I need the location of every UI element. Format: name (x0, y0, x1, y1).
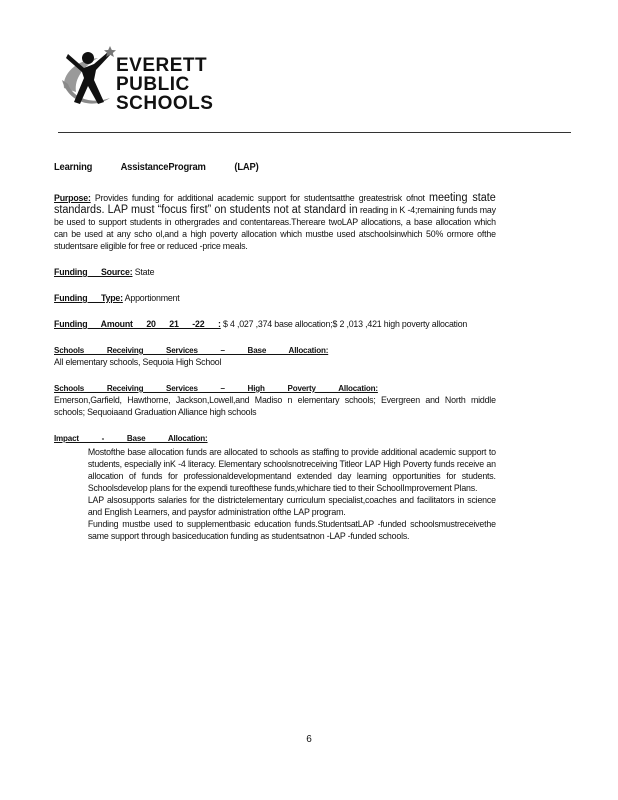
base-schools-text: All elementary schools, Sequoia High School (54, 356, 222, 367)
funding-source-value: State (134, 266, 155, 277)
high-poverty-schools-section (54, 382, 496, 418)
district-logo (58, 44, 228, 118)
high-poverty-schools-heading: Schools Receiving Services – High Poverty Allocation: (54, 383, 378, 393)
purpose-text-1: Provides funding for additional academic support for studentsatthe greatestrisk ofnot (94, 192, 425, 203)
impact-bullet-list (71, 446, 496, 542)
page-title: Learning AssistanceProgram (LAP) (54, 162, 259, 173)
purpose-text-emphasis: meeting state standards. LAP must “focus first” on students not at standard in (54, 192, 496, 216)
logo-line-1: EVERETT (116, 55, 208, 76)
impact-section (54, 432, 496, 542)
purpose-paragraph (54, 192, 496, 252)
purpose-label: Purpose: (54, 192, 91, 203)
base-schools-section (54, 344, 496, 368)
base-schools-heading: Schools Receiving Services – Base Allocation: (54, 345, 329, 355)
high-poverty-schools-text: Emerson,Garfield, Hawthorne, Jackson,Lowell,and Madiso n elementary schools; Evergreen and North middle schools; Sequoiaand Graduation Alliance high schools (54, 394, 496, 417)
funding-type (54, 292, 496, 304)
list-item (71, 518, 496, 542)
header-divider (58, 132, 571, 133)
logo-line-3: SCHOOLS (116, 93, 214, 114)
impact-heading: Impact - Base Allocation: (54, 433, 208, 443)
logo-line-2: PUBLIC (116, 74, 190, 95)
purpose-text-2: reading in K -4;remaining funds may be used to support students in othergrades and contentareas.Thereare twoLAP allocations, a base allocation which can be used at any scho ol,and a high poverty allocation which mustbe used atschoolsinwhich 50% ormore ofthe studentsare eligible for free or reduced -price meals. (54, 204, 496, 251)
list-item (71, 446, 496, 494)
funding-amount-value: $ 4 ,027 ,374 base allocation;$ 2 ,013 ,421 high poverty allocation (222, 318, 468, 329)
page-number: 6 (306, 734, 312, 745)
funding-amount-label: Funding Amount 20 21 -22 : (54, 318, 221, 329)
list-item-text: Mostofthe base allocation funds are allocated to schools as staffing to provide additional academic support to students, especially inK -4 literacy. Elementary schoolsnotreceiving Titleor LAP High Poverty funds receive an allocation of funds for professionaldevelopmentand extended day learning opportunities for students. Schoolsdevelop plans for the expendi tureofthese funds,whichare tied to their SchoolImprovement Plans. (87, 446, 496, 493)
funding-amount (54, 318, 496, 330)
list-item-text: LAP alsosupports salaries for the districtelementary curriculum specialist,coaches and facilitators in science and English Learners, and paysfor administration ofthe LAP program. (87, 494, 496, 517)
funding-source-label: Funding Source: (54, 266, 133, 277)
list-item (71, 494, 496, 518)
runner-with-swoosh-and-star-icon (58, 44, 118, 114)
funding-type-value: Apportionment (124, 292, 180, 303)
document-body (54, 162, 496, 542)
funding-type-label: Funding Type: (54, 292, 123, 303)
funding-source (54, 266, 496, 278)
logo-wordmark (116, 56, 213, 113)
list-item-text: Funding mustbe used to supplementbasic education funds.StudentsatLAP -funded schoolsmustreceivethe same support through basiceducation funding as studentsatnon -LAP -funded schools. (87, 518, 496, 541)
